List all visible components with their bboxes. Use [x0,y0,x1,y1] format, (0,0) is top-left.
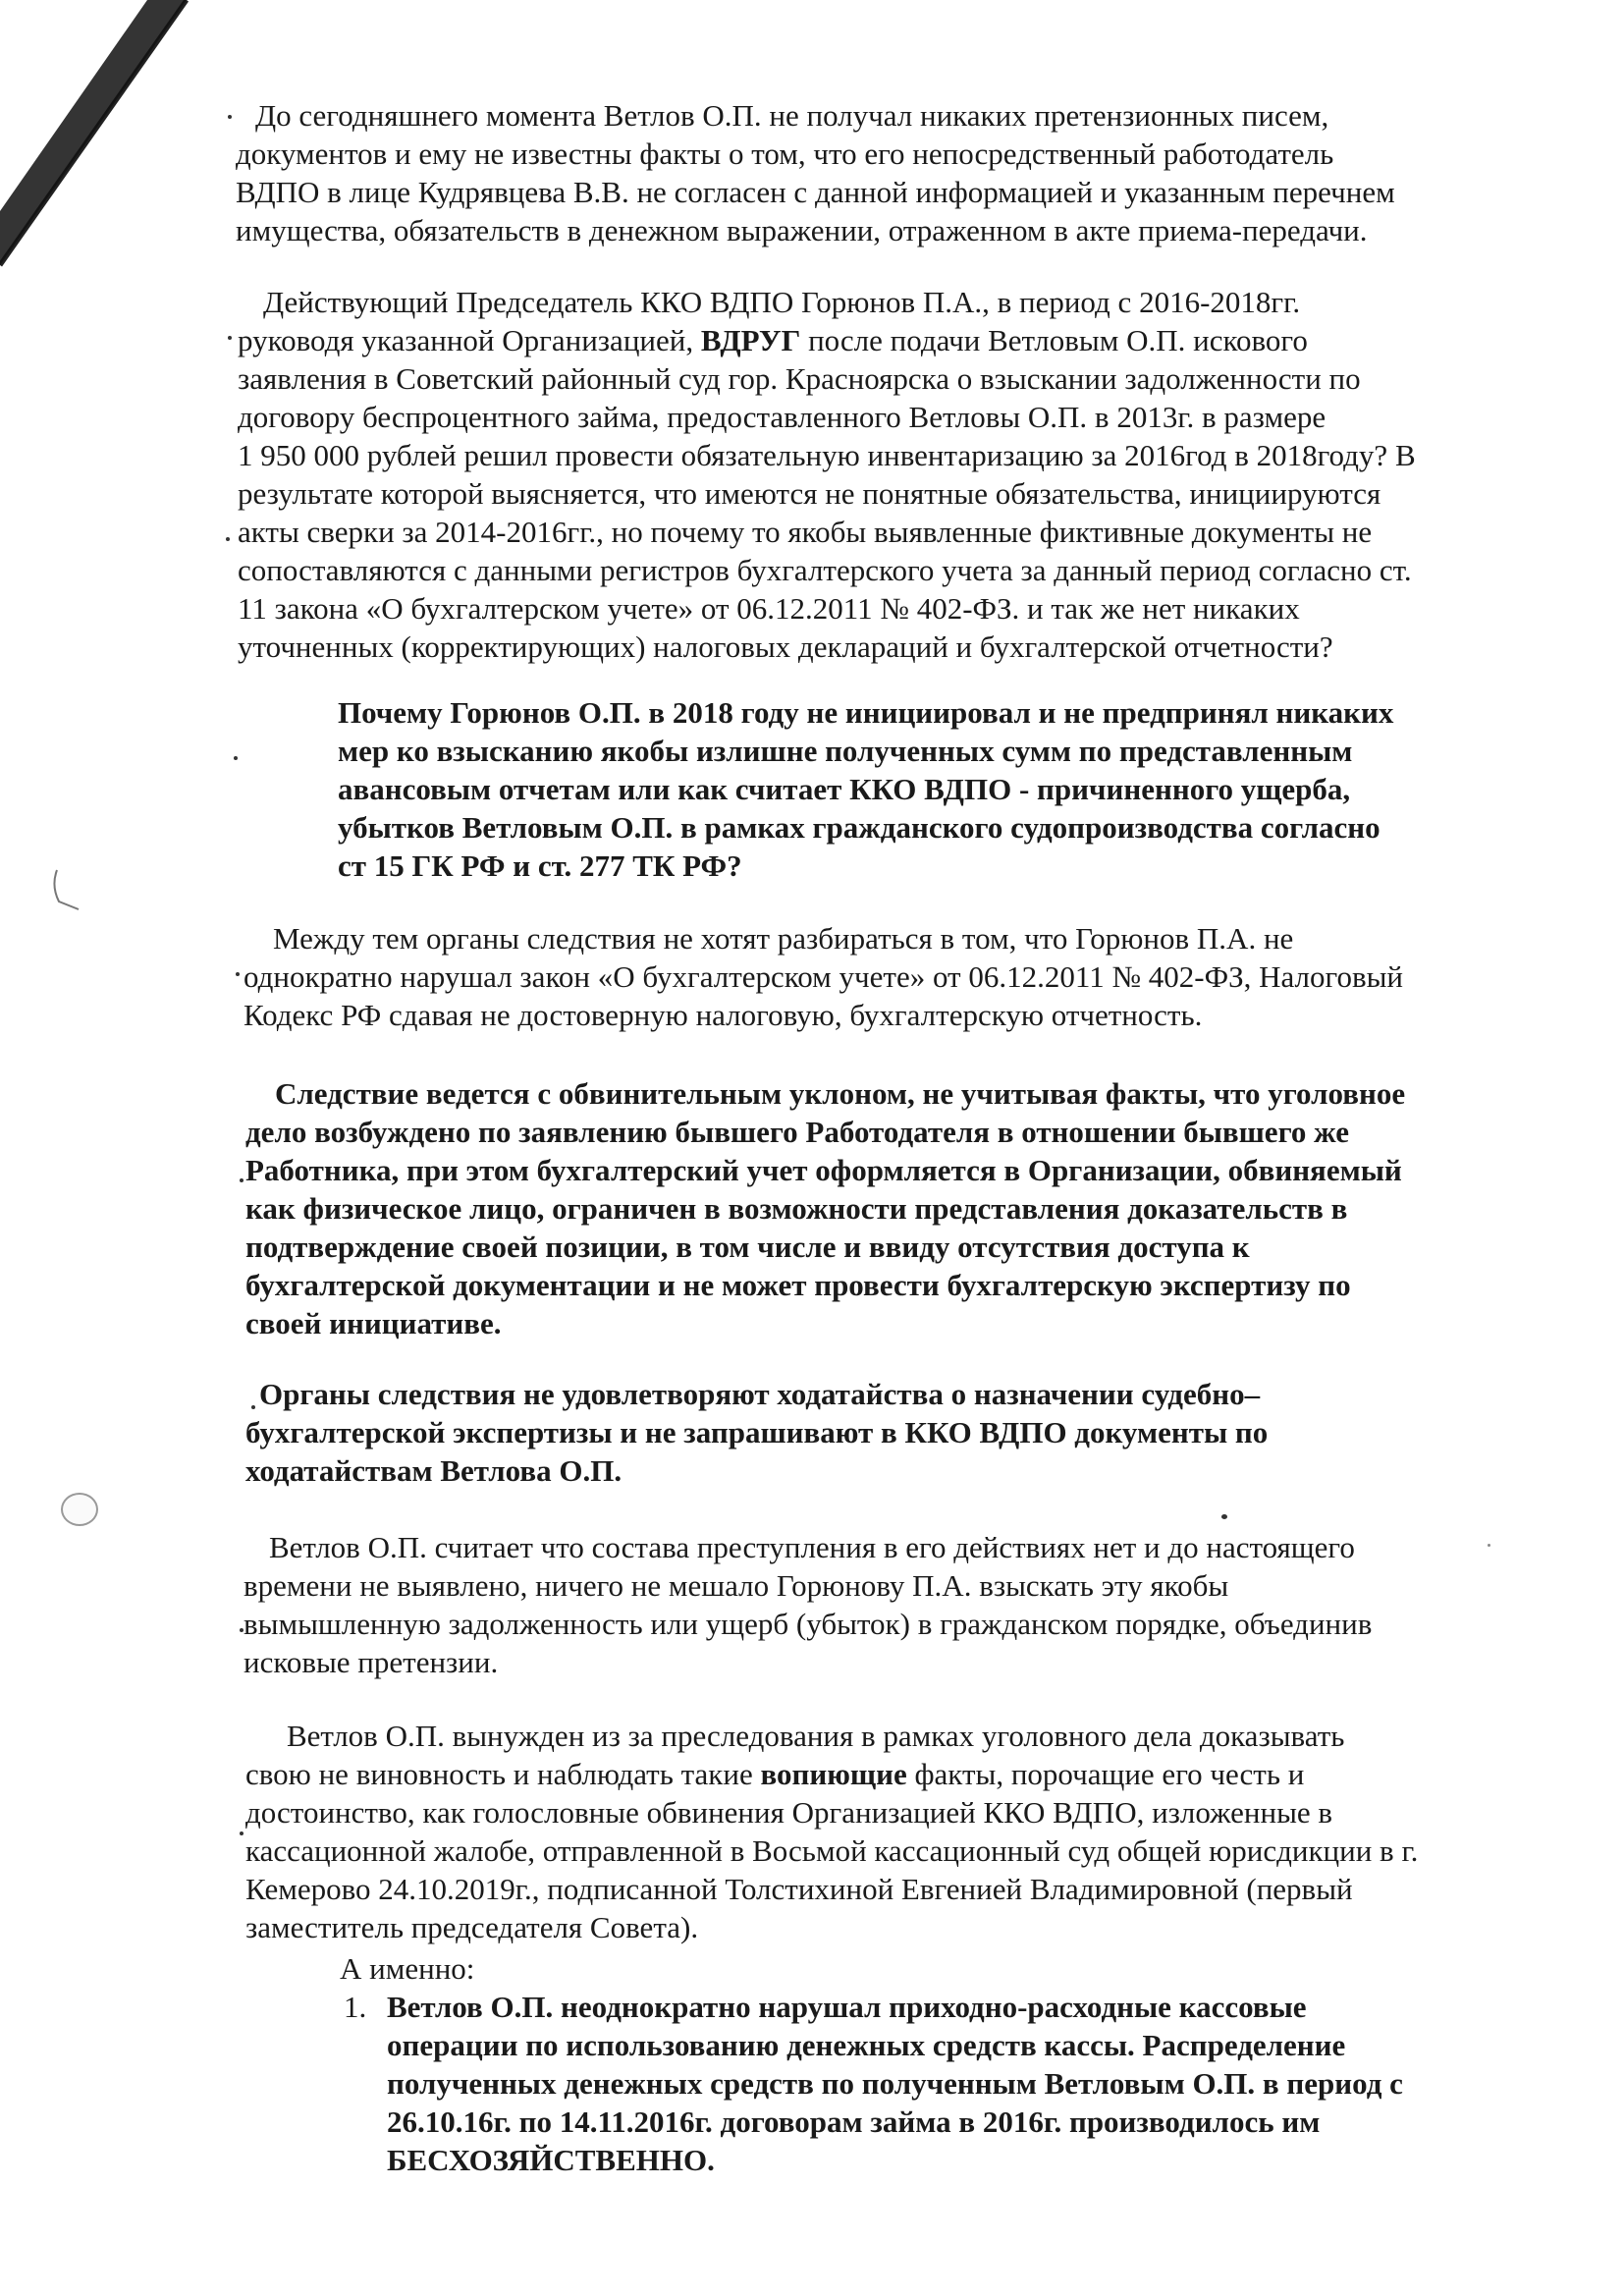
paragraph-3-question [338,693,1393,885]
text-line: однократно нарушал закон «О бухгалтерском учете» от 06.12.2011 № 402-ФЗ, Налоговый [244,959,1403,994]
text-line: Органы следствия не удовлетворяют ходатайства о назначении судебно– [259,1377,1261,1411]
scan-speck [240,1178,244,1182]
text-line: уточненных (корректирующих) налоговых деклараций и бухгалтерской отчетности? [238,629,1333,664]
text-line: ст 15 ГК РФ и ст. 277 ТК РФ? [338,848,742,883]
list-intro [340,1949,474,1988]
paragraph-2 [238,283,1416,666]
text-line: подтверждение своей позиции, в том числе и ввиду отсутствия доступа к [245,1230,1250,1264]
text-line: Следствие ведется с обвинительным уклоном, не учитывая факты, что уголовное [275,1076,1406,1111]
text-line: Действующий Председатель ККО ВДПО Горюнов П.А., в период с 2016-2018гг. [263,285,1301,319]
text-line: мер ко взысканию якобы излишне полученных сумм по представленным [338,734,1353,768]
text-line: бухгалтерской экспертизы и не запрашивают в ККО ВДПО документы по [245,1415,1269,1449]
text-line: имущества, обязательств в денежном выражении, отраженном в акте приема-передачи. [236,213,1368,247]
text-line: бухгалтерской документации и не может провести бухгалтерскую экспертизу по [245,1268,1351,1302]
text-line: Работника, при этом бухгалтерский учет оформляется в Организации, обвиняемый [245,1153,1402,1187]
text-line: 11 закона «О бухгалтерском учете» от 06.12.2011 № 402-ФЗ. и так же нет никаких [238,591,1300,626]
text-line [245,1755,1418,1793]
punch-hole [61,1493,98,1526]
paragraph-8 [245,1717,1418,1946]
text-line: документов и ему не известны факты о том, что его непосредственный работодатель [236,137,1334,171]
text-line: авансовым отчетам или как считает ККО ВДПО - причиненного ущерба, [338,772,1351,806]
text-line [238,321,1416,359]
text-line: сопоставляются с данными регистров бухгалтерского учета за данный период согласно ст. [238,553,1412,587]
text-line: А именно: [340,1951,475,1986]
text-segment: свою не виновность и наблюдать такие [245,1757,761,1791]
paragraph-4 [244,919,1403,1034]
text-line: Ветлов О.П. неоднократно нарушал приходно-расходные кассовые [387,1990,1307,2024]
text-segment: после подачи Ветловым О.П. искового [800,323,1308,357]
emphasis-vdrug: ВДРУГ [700,323,801,357]
paragraph-6-bold [245,1375,1268,1490]
scan-speck [228,336,232,340]
scan-smudge [49,866,98,911]
text-line: кассационной жалобе, отправленной в Восьмой кассационный суд общей юрисдикции в г. [245,1833,1419,1868]
scan-speck [240,1628,244,1632]
text-line: полученных денежных средств по полученным Ветловым О.П. в период с [387,2066,1403,2101]
text-line: Кодекс РФ сдавая не достоверную налоговую, бухгалтерскую отчетность. [244,998,1203,1032]
list-item-text [387,1988,1403,2179]
paragraph-7 [244,1528,1372,1681]
scan-speck [251,1405,255,1409]
text-line: Ветлов О.П. вынужден из за преследования в рамках уголовного дела доказывать [287,1719,1345,1753]
text-line: времени не выявлено, ничего не мешало Горюнову П.А. взыскать эту якобы [244,1568,1229,1603]
text-line: дело возбуждено по заявлению бывшего Работодателя в отношении бывшего же [245,1115,1349,1149]
text-line: БЕСХОЗЯЙСТВЕННО. [387,2143,715,2177]
text-line: Между тем органы следствия не хотят разбираться в том, что Горюнов П.А. не [273,921,1294,956]
text-line: 26.10.16г. по 14.11.2016г. договорам займа в 2016г. производилось им [387,2105,1321,2139]
scan-speck [234,756,238,760]
text-line: договору беспроцентного займа, предоставленного Ветловы О.П. в 2013г. в размере [238,400,1326,434]
text-line: 1 950 000 рублей решил провести обязательную инвентаризацию за 2016год в 2018году? В [238,438,1416,472]
scan-speck [236,972,240,976]
text-line: Кемерово 24.10.2019г., подписанной Толстихиной Евгенией Владимировной (первый [245,1872,1353,1906]
paragraph-5-bold [245,1074,1405,1342]
text-line: ходатайствам Ветлова О.П. [245,1453,623,1488]
text-line: своей инициативе. [245,1306,502,1340]
text-line: Почему Горюнов О.П. в 2018 году не инициировал и не предпринял никаких [338,695,1394,730]
text-segment: руководя указанной Организацией, [238,323,701,357]
text-line: результате которой выясняется, что имеются не понятные обязательства, инициируются [238,476,1381,511]
scan-speck [1488,1544,1490,1547]
paragraph-1 [236,96,1395,249]
scan-speck [228,115,232,119]
scan-speck [226,537,230,541]
text-line: Ветлов О.П. считает что состава преступления в его действиях нет и до настоящего [269,1530,1355,1564]
text-line: вымышленную задолженность или ущерб (убыток) в гражданском порядке, объединив [244,1607,1373,1641]
scan-speck [240,1831,244,1835]
emphasis-vopiyushchie: вопиющие [760,1757,907,1791]
text-line: заместитель председателя Совета). [245,1910,699,1944]
scan-speck [1221,1514,1227,1519]
scan-corner-mark [0,0,196,275]
text-line: До сегодняшнего момента Ветлов О.П. не получал никаких претензионных писем, [255,98,1329,133]
text-segment: факты, порочащие его честь и [906,1757,1305,1791]
text-line: достоинство, как голословные обвинения Организацией ККО ВДПО, изложенные в [245,1795,1333,1830]
text-line: как физическое лицо, ограничен в возможности представления доказательств в [245,1191,1348,1226]
text-line: ВДПО в лице Кудрявцева В.В. не согласен с данной информацией и указанным перечнем [236,175,1395,209]
text-line: убытков Ветловым О.П. в рамках гражданского судопроизводства согласно [338,810,1380,845]
text-line: исковые претензии. [244,1645,499,1679]
text-line: операции по использованию денежных средств кассы. Распределение [387,2028,1346,2062]
list-number: 1. [344,1990,367,2024]
text-line: заявления в Советский районный суд гор. Красноярска о взыскании задолженности по [238,361,1361,396]
text-line: акты сверки за 2014-2016гг., но почему то якобы выявленные фиктивные документы не [238,515,1373,549]
